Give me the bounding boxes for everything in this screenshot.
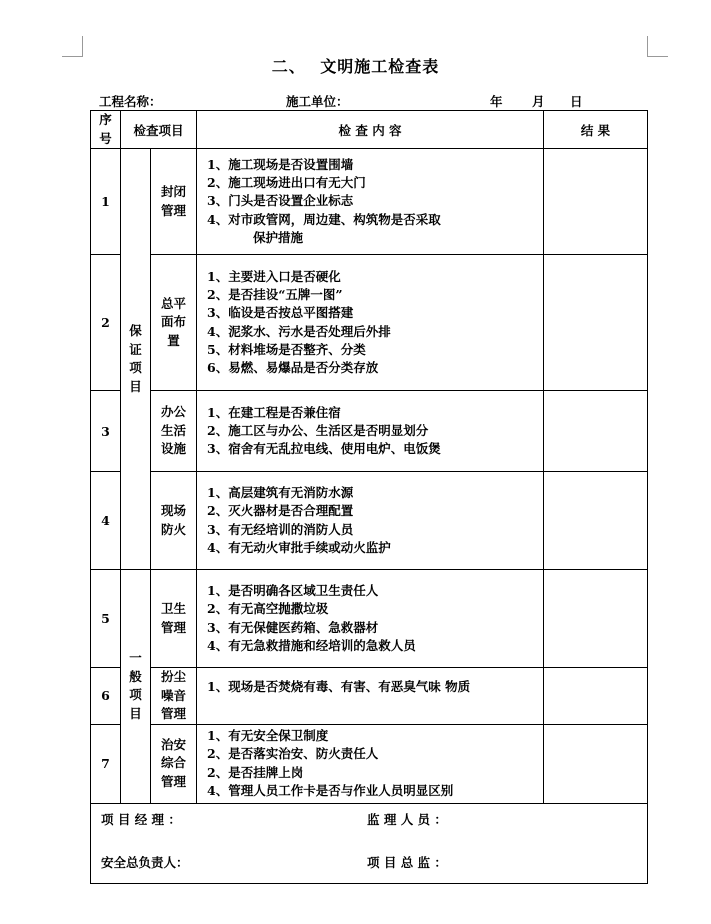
content-line: 3、门头是否设置企业标志 [207,193,354,209]
row-item [151,668,197,725]
construction-unit-label: 施工单位： [286,94,349,109]
content-line: 保护措施 [253,229,304,245]
row-item-text: 综合 [161,755,187,771]
row-number: 3 [91,391,121,472]
result-cell[interactable] [544,149,648,255]
row-number: 6 [91,668,121,725]
row-item [151,149,197,255]
row-item-text: 管理 [161,773,187,789]
result-cell[interactable] [544,391,648,472]
group-char: 项 [129,687,142,703]
row-number: 7 [91,724,121,803]
content-line: 2、是否挂牌上岗 [207,764,304,780]
table-row [91,570,648,668]
group-char: 项 [129,360,142,375]
row-item-text: 现场 [161,503,187,518]
header-item: 检查项目 [121,111,197,149]
content-line: 2、是否落实治安、防火责任人 [207,746,379,762]
row-content [197,668,544,725]
content-line: 1、高层建筑有无消防水源 [207,485,354,501]
signature-row [91,803,648,883]
table-row [91,724,648,803]
project-director-label: 项 目 总 监 ： [367,854,447,870]
row-item-text: 噪音 [161,687,187,703]
signature-cell [91,803,648,883]
row-number: 1 [91,149,121,255]
page-title [0,54,711,77]
row-item-text: 置 [167,332,180,348]
result-cell[interactable] [544,255,648,391]
table-row [91,391,648,472]
content-line: 4、泥浆水、污水是否处理后外排 [207,323,391,339]
row-item [151,472,197,570]
table-row [91,149,648,255]
content-line: 3、临设是否按总平图搭建 [207,305,354,321]
table-row [91,668,648,725]
result-cell[interactable] [544,472,648,570]
row-item-text: 办公 [161,404,187,420]
content-line: 1、在建工程是否兼住宿 [207,404,341,420]
group-char: 证 [129,341,142,357]
title-text: 文明施工检查表 [320,57,440,76]
group-char: 目 [129,705,142,721]
row-number: 5 [91,570,121,668]
row-item-text: 卫生 [161,601,187,616]
content-line: 6、易燃、易爆品是否分类存放 [207,359,379,375]
signature-line [91,845,647,883]
table-row [91,472,648,570]
row-content [197,472,544,570]
row-item-text: 管理 [161,619,187,635]
content-line: 2、灭火器材是否合理配置 [207,503,354,519]
group-general [121,570,151,804]
row-item-text: 扮尘 [161,669,187,684]
content-line: 2、有无高空抛撒垃圾 [207,601,329,617]
row-item-text: 总平 [161,295,187,311]
row-item-text: 生活 [161,422,187,438]
result-cell[interactable] [544,570,648,668]
row-content [197,570,544,668]
row-item-text: 设施 [161,441,187,457]
content-line: 2、施工现场进出口有无大门 [207,175,366,191]
content-line: 4、有无动火审批手续或动火监护 [207,539,391,555]
row-item-text: 防火 [161,521,187,537]
content-line: 2、是否挂设“五牌一图” [207,287,343,303]
row-item-text: 管理 [161,202,187,218]
row-content [197,149,544,255]
row-item-text: 面布 [161,314,187,330]
content-line: 3、宿舍有无乱拉电线、使用电炉、电饭煲 [207,441,441,457]
content-line: 2、施工区与办公、生活区是否明显划分 [207,422,429,438]
content-line: 1、是否明确各区域卫生责任人 [207,583,379,599]
group-char: 般 [129,668,142,684]
month-label: 月 [532,94,545,109]
content-line: 4、有无急救措施和经培训的急救人员 [207,637,416,653]
row-item-text: 治安 [161,736,187,752]
content-line: 4、对市政管网，周边建、构筑物是否采取 [207,211,441,227]
group-char: 一 [129,650,142,666]
content-line: 5、材料堆场是否整齐、分类 [207,341,366,357]
content-line: 3、有无经培训的消防人员 [207,521,354,537]
project-manager-label: 项 目 经 理 ： [101,811,181,827]
table-row [91,255,648,391]
header-seq-char: 序 [99,112,112,127]
header-seq-char: 号 [99,130,112,146]
row-content [197,724,544,803]
row-item-text: 封闭 [161,184,187,199]
row-number: 2 [91,255,121,391]
row-number: 4 [91,472,121,570]
supervisor-label: 监 理 人 员 ： [367,811,447,827]
header-result: 结 果 [544,111,648,149]
header-content: 检 查 内 容 [197,111,544,149]
content-line: 3、有无保健医药箱、急救器材 [207,619,379,635]
row-item-text: 管理 [161,706,187,721]
header-seq [91,111,121,149]
content-line: 1、现场是否焚烧有毒、有害、有恶臭气味 物质 [207,679,471,694]
group-guarantee [121,149,151,570]
content-line: 4、管理人员工作卡是否与作业人员明显区别 [207,782,454,798]
row-item [151,724,197,803]
project-name-label: 工程名称： [99,94,162,109]
result-cell[interactable] [544,668,648,725]
title-number: 二、 [271,57,306,76]
row-item [151,391,197,472]
inspection-table [90,110,648,884]
group-char: 保 [129,323,142,338]
inspection-table-body [91,111,648,884]
table-header-row [91,111,648,149]
result-cell[interactable] [544,724,648,803]
group-char: 目 [129,378,142,394]
day-label: 日 [570,94,583,109]
signature-line [91,804,647,845]
row-content [197,255,544,391]
content-line: 1、施工现场是否设置围墙 [207,156,354,172]
row-content [197,391,544,472]
year-label: 年 [490,94,503,109]
row-item [151,570,197,668]
safety-chief-label: 安全总负责人： [101,854,189,870]
row-item [151,255,197,391]
content-line: 1、有无安全保卫制度 [207,728,329,744]
content-line: 1、主要进入口是否硬化 [207,268,341,284]
